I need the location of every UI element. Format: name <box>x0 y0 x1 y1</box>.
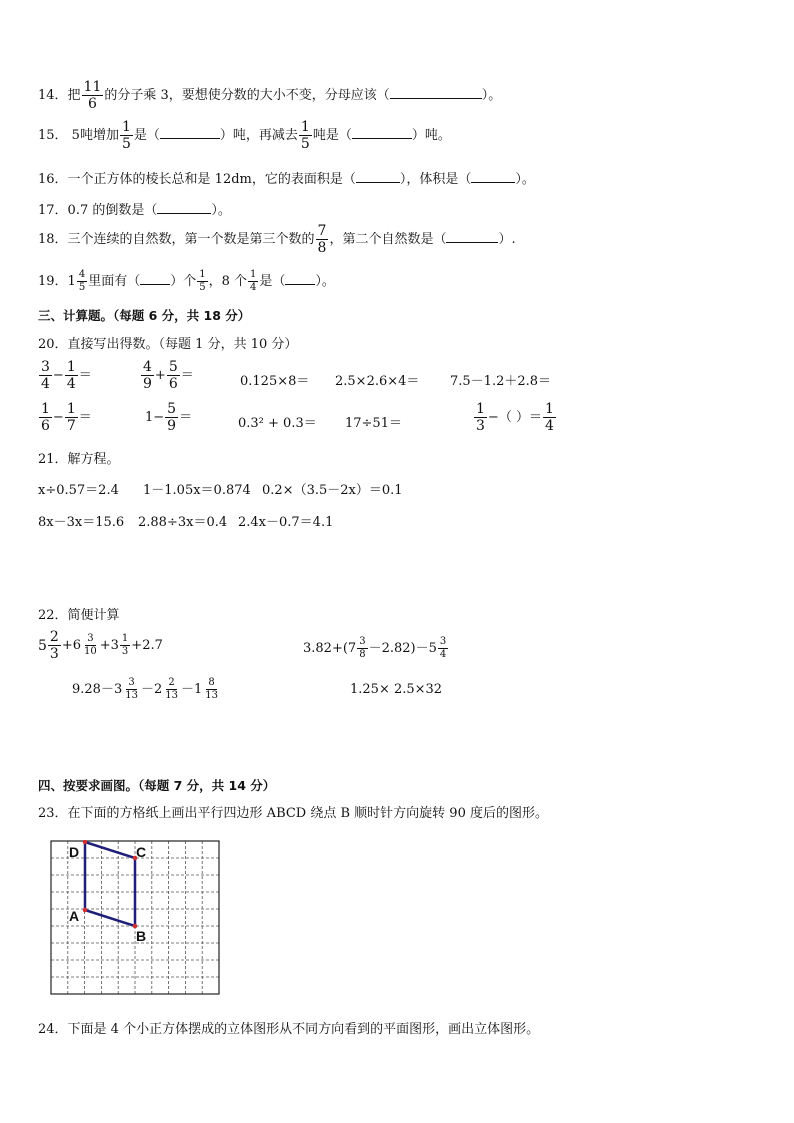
q20-row2-d: 17÷51＝ <box>345 416 402 431</box>
fraction: $\frac{11}{6}$ <box>83 79 102 112</box>
answer-blank[interactable] <box>160 126 220 139</box>
q20-row1-a: $\frac{3}{4}$ − $\frac{1}{4}$ ＝ <box>41 359 92 392</box>
equation: 2.88÷3x＝0.4 <box>138 515 228 530</box>
q22-expr-d: 1.25× 2.5×32 <box>350 682 443 697</box>
section-4-title: 四、按要求画图。（每题 7 分，共 14 分） <box>38 778 276 793</box>
equation: 1－1.05x＝0.874 <box>143 483 251 498</box>
equation: 0.2×（3.5－2x）＝0.1 <box>262 483 403 498</box>
q20-row1-e: 7.5－1.2＋2.8＝ <box>450 374 552 389</box>
question-16: 16．一个正方体的棱长总和是 12dm，它的表面积是（ ），体积是（ ）。 <box>38 172 535 187</box>
q20-row1-b: $\frac{4}{9}$ + $\frac{5}{6}$ ＝ <box>143 359 194 392</box>
question-18: 18．三个连续的自然数，第一个数是第三个数的 $\frac{7}{8}$ ，第二个自然数是（ ）. <box>38 223 516 256</box>
label-a: A <box>69 908 80 924</box>
equation: 8x－3x＝15.6 <box>38 515 125 530</box>
q20-row2-c: 0.3² + 0.3＝ <box>238 416 317 431</box>
answer-blank[interactable] <box>390 86 482 99</box>
answer-blank[interactable] <box>140 272 170 285</box>
answer-blank[interactable] <box>356 170 400 183</box>
q20-row2-b: 1− $\frac{5}{9}$ ＝ <box>145 401 193 434</box>
equation: 2.4x－0.7＝4.1 <box>238 515 334 530</box>
q20-row2-a: $\frac{1}{6}$ − $\frac{1}{7}$ ＝ <box>41 401 92 434</box>
question-21-title: 21．解方程。 <box>38 452 120 467</box>
label-d: D <box>69 844 80 860</box>
answer-blank[interactable] <box>157 201 211 214</box>
parallelogram-abcd <box>85 842 135 926</box>
q20-row2-e: $\frac{1}{3}$ −（ ）＝ $\frac{1}{4}$ <box>476 401 554 434</box>
answer-blank[interactable] <box>352 126 412 139</box>
answer-blank[interactable] <box>285 272 315 285</box>
question-20-title: 20．直接写出得数。（每题 1 分，共 10 分） <box>38 337 298 352</box>
label-b: B <box>136 928 147 944</box>
question-23-title: 23．在下面的方格纸上画出平行四边形 ABCD 绕点 B 顺时针方向旋转 90 度后的图形。 <box>38 806 548 821</box>
question-14: 14．把 $\frac{11}{6}$ 的分子乘 3，要想使分数的大小不变，分母应该（ ）。 <box>38 79 502 112</box>
q22-expr-b: 3.82+(7 $\frac{3}{8}$ －2.82)－5 $\frac{3}{4}$ <box>303 636 447 660</box>
question-19: 19． 1 $\frac{4}{5}$ 里面有（ ）个 $\frac{1}{5}$ ，8 个 $\frac{1}{4}$ 是（ ）。 <box>38 269 335 293</box>
question-22-title: 22．简便计算 <box>38 608 120 623</box>
equation: x÷0.57＝2.4 <box>38 483 119 498</box>
q20-row1-c: 0.125×8＝ <box>240 374 310 389</box>
answer-blank[interactable] <box>446 230 498 243</box>
section-3-title: 三、计算题。（每题 6 分，共 18 分） <box>38 308 251 323</box>
point-a <box>83 908 88 913</box>
q22-expr-a: 5 $\frac{2}{3}$ +6 $\frac{3}{10}$ +3 $\frac{1}{3}$ +2.7 <box>38 629 163 662</box>
question-17: 17．0.7 的倒数是（ ）。 <box>38 203 231 218</box>
answer-blank[interactable] <box>471 170 515 183</box>
label-c: C <box>136 844 147 860</box>
question-15: 15． 5吨增加 $\frac{1}{5}$ 是（ ）吨，再减去 $\frac{1}{5}$ 吨是（ ）吨。 <box>38 119 451 152</box>
grid-figure[interactable] <box>50 840 220 996</box>
q20-row1-d: 2.5×2.6×4＝ <box>335 374 420 389</box>
question-24-title: 24．下面是 4 个小正方体摆成的立体图形从不同方向看到的平面图形，画出立体图形。 <box>38 1022 540 1037</box>
q22-expr-c: 9.28－3 $\frac{3}{13}$ －2 $\frac{2}{13}$ －1 $\frac{8}{13}$ <box>72 677 218 701</box>
